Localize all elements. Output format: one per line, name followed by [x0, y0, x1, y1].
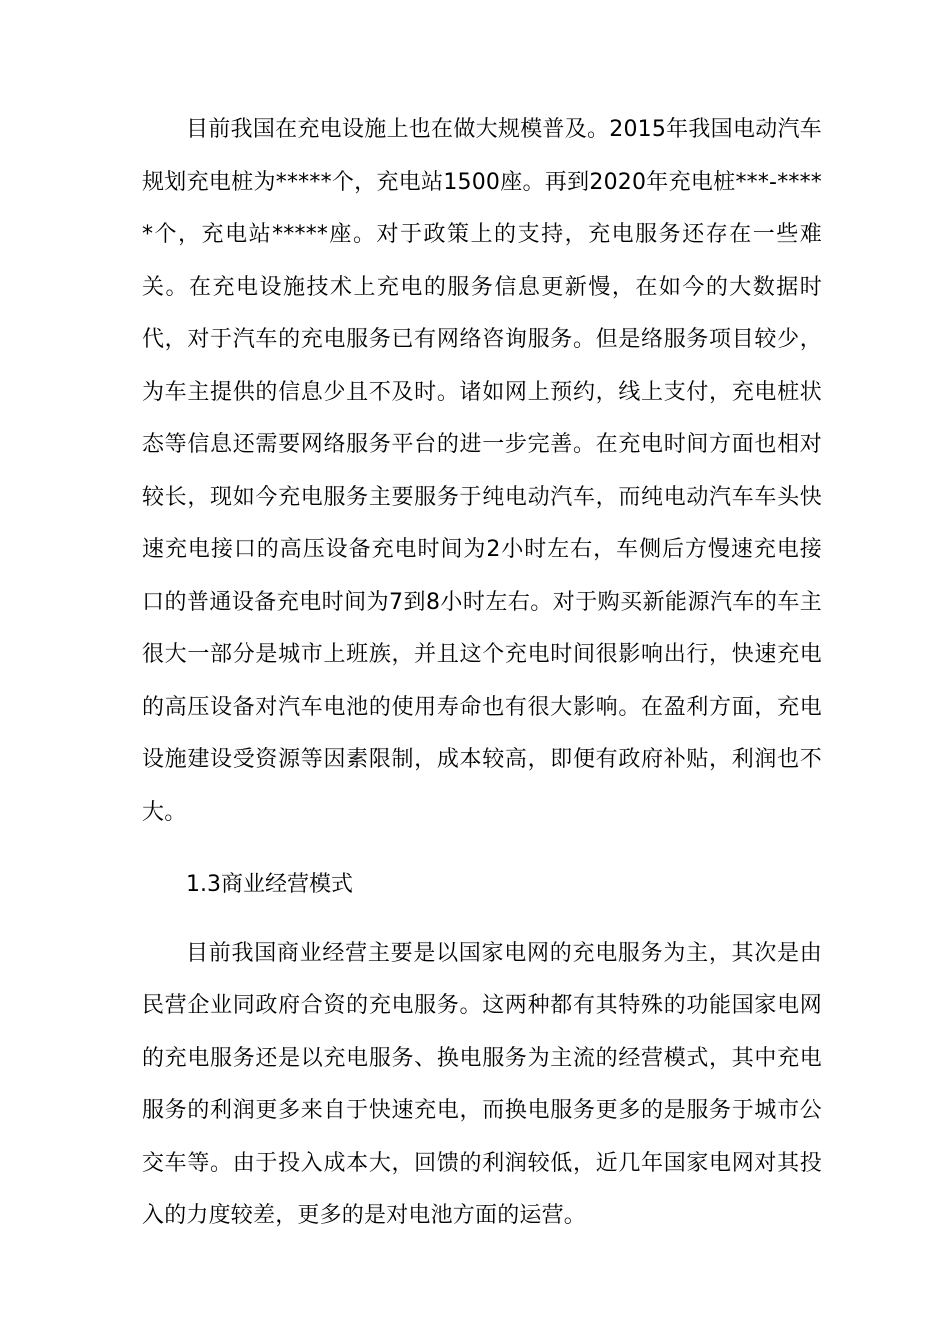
paragraph-business-model: 目前我国商业经营主要是以国家电网的充电服务为主，其次是由民营企业同政府合资的充电服务。这两种都有其特殊的功能国家电网的充电服务还是以充电服务、换电服务为主流的经营模式，其中充电服务的利润更多来自于快速充电，而换电服务更多的是服务于城市公交车等。由于投入成本大，回馈的利润较低，近几年国家电网对其投入的力度较差，更多的是对电池方面的运营。	[142, 940, 822, 1228]
paragraph-charging-facilities: 目前我国在充电设施上也在做大规模普及。2015年我国电动汽车规划充电桩为*****个，充电站1500座。再到2020年充电桩***-*****个，充电站*****座。对于政策上的支持，充电服务还存在一些难关。在充电设施技术上充电的服务信息更新慢，在如今的大数据时代，对于汽车的充电服务已有网络咨询服务。但是络服务项目较少，为车主提供的信息少且不及时。诸如网上预约，线上支付，充电桩状态等信息还需要网络服务平台的进一步完善。在充电时间方面也相对较长，现如今充电服务主要服务于纯电动汽车，而纯电动汽车车头快速充电接口的高压设备充电时间为2小时左右，车侧后方慢速充电接口的普通设备充电时间为7到8小时左右。对于购买新能源汽车的车主很大一部分是城市上班族，并且这个充电时间很影响出行，快速充电的高压设备对汽车电池的使用寿命也有很大影响。在盈利方面，充电设施建设受资源等因素限制，成本较高，即便有政府补贴，利润也不大。	[142, 117, 822, 825]
document-body	[142, 104, 822, 1243]
section-heading-business-model: 1.3商业经营模式	[186, 872, 353, 897]
